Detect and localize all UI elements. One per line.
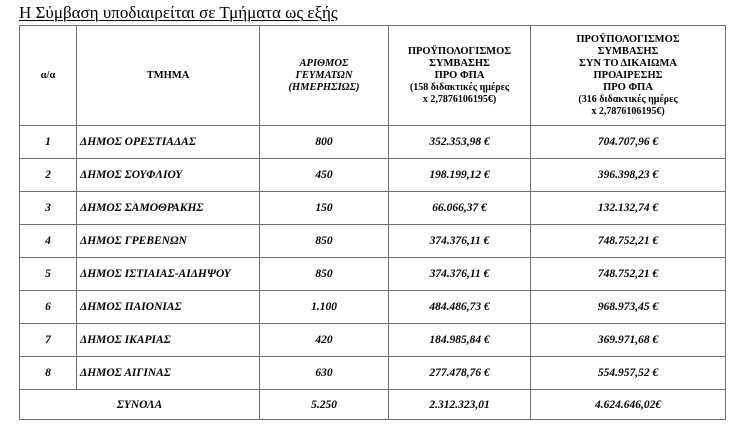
row-budget: 198.199,12 € xyxy=(389,159,531,192)
row-section-name: ΔΗΜΟΣ ΓΡΕΒΕΝΩΝ xyxy=(77,225,260,258)
totals-budget: 2.312.323,01 xyxy=(389,390,531,420)
header-budget-option-line: ΠΡΟ ΦΠΑ xyxy=(603,81,653,93)
row-number: 3 xyxy=(20,192,77,225)
totals-label: ΣΥΝΟΛΑ xyxy=(20,390,260,420)
row-budget: 66.066,37 € xyxy=(389,192,531,225)
row-section-name: ΔΗΜΟΣ ΙΚΑΡΙΑΣ xyxy=(77,324,260,357)
header-meals-line: ΓΕΥΜΑΤΩΝ xyxy=(295,69,353,81)
row-section-name: ΔΗΜΟΣ ΙΣΤΙΑΙΑΣ-ΑΙΔΗΨΟΥ xyxy=(77,258,260,291)
header-meals-line: (ΗΜΕΡΗΣΙΩΣ) xyxy=(288,81,360,93)
row-budget-option: 369.971,68 € xyxy=(531,324,726,357)
table-header-row xyxy=(20,26,726,126)
row-number: 2 xyxy=(20,159,77,192)
header-meals xyxy=(260,26,389,126)
section-heading: Η Σύμβαση υποδιαιρείται σε Τμήματα ως εξής xyxy=(19,3,338,22)
row-number: 7 xyxy=(20,324,77,357)
header-no: α/α xyxy=(20,26,77,126)
row-number: 6 xyxy=(20,291,77,324)
row-number: 1 xyxy=(20,126,77,159)
totals-row xyxy=(20,390,726,420)
row-meals: 450 xyxy=(260,159,389,192)
row-budget: 352.353,98 € xyxy=(389,126,531,159)
row-budget-option: 968.973,45 € xyxy=(531,291,726,324)
row-meals: 150 xyxy=(260,192,389,225)
row-section-name: ΔΗΜΟΣ ΣΑΜΟΘΡΑΚΗΣ xyxy=(77,192,260,225)
sections-budget-table xyxy=(19,25,726,420)
row-meals: 800 xyxy=(260,126,389,159)
table-row xyxy=(20,357,726,390)
header-budget-option-line: ΣΥΜΒΑΣΗΣ xyxy=(597,45,659,57)
row-budget-option: 132.132,74 € xyxy=(531,192,726,225)
row-section-name: ΔΗΜΟΣ ΑΙΓΙΝΑΣ xyxy=(77,357,260,390)
row-budget: 277.478,76 € xyxy=(389,357,531,390)
header-budget-line: ΠΡΟΫΠΟΛΟΓΙΣΜΟΣ xyxy=(407,45,512,57)
row-budget: 374.376,11 € xyxy=(389,225,531,258)
totals-budget-option: 4.624.646,02€ xyxy=(531,390,726,420)
row-meals: 1.100 xyxy=(260,291,389,324)
header-meals-line: ΑΡΙΘΜΟΣ xyxy=(299,57,349,69)
header-budget-line: ΠΡΟ ΦΠΑ xyxy=(434,69,485,81)
totals-meals: 5.250 xyxy=(260,390,389,420)
table-row xyxy=(20,159,726,192)
table-row xyxy=(20,225,726,258)
row-budget-option: 704.707,96 € xyxy=(531,126,726,159)
row-budget-option: 748.752,21 € xyxy=(531,225,726,258)
row-budget-option: 748.752,21 € xyxy=(531,258,726,291)
table-row xyxy=(20,258,726,291)
header-budget-line: ΣΥΜΒΑΣΗΣ xyxy=(429,57,490,69)
header-budget-line: x 2,7876106195€) xyxy=(422,93,497,105)
row-number: 4 xyxy=(20,225,77,258)
table-row xyxy=(20,126,726,159)
row-budget-option: 396.398,23 € xyxy=(531,159,726,192)
row-meals: 630 xyxy=(260,357,389,390)
row-number: 8 xyxy=(20,357,77,390)
row-number: 5 xyxy=(20,258,77,291)
row-budget: 184.985,84 € xyxy=(389,324,531,357)
header-budget-option-line: ΠΡΟΫΠΟΛΟΓΙΣΜΟΣ xyxy=(576,33,680,45)
row-budget: 484.486,73 € xyxy=(389,291,531,324)
table-row xyxy=(20,324,726,357)
row-section-name: ΔΗΜΟΣ ΠΑΙΟΝΙΑΣ xyxy=(77,291,260,324)
row-meals: 850 xyxy=(260,258,389,291)
header-budget-option-line: x 2,7876106195€) xyxy=(591,105,665,117)
row-meals: 850 xyxy=(260,225,389,258)
header-budget-option-line: ΠΡΟΑΙΡΕΣΗΣ xyxy=(593,69,663,81)
row-section-name: ΔΗΜΟΣ ΣΟΥΦΛΙΟΥ xyxy=(77,159,260,192)
table-row xyxy=(20,291,726,324)
row-meals: 420 xyxy=(260,324,389,357)
row-section-name: ΔΗΜΟΣ ΟΡΕΣΤΙΑΔΑΣ xyxy=(77,126,260,159)
row-budget: 374.376,11 € xyxy=(389,258,531,291)
header-budget-option-line: (316 διδακτικές ημέρες xyxy=(578,93,678,105)
header-budget-line: (158 διδακτικές ημέρες xyxy=(409,81,510,93)
header-budget xyxy=(389,26,531,126)
header-budget-option xyxy=(531,26,726,126)
header-section: ΤΜΗΜΑ xyxy=(77,26,260,126)
row-budget-option: 554.957,52 € xyxy=(531,357,726,390)
table-row xyxy=(20,192,726,225)
header-budget-option-line: ΣΥΝ ΤΟ ΔΙΚΑΙΩΜΑ xyxy=(579,57,677,69)
